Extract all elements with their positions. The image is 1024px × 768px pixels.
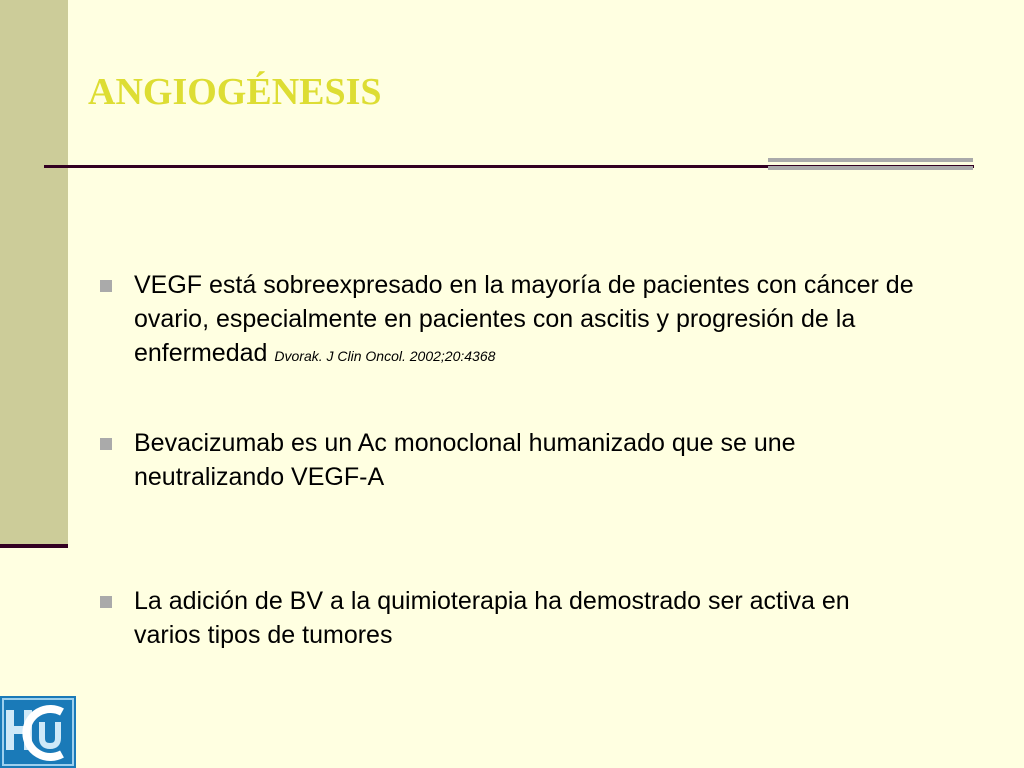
bullet-text: VEGF está sobreexpresado en la mayoría de pacientes con cáncer de ovario, especialmente en pacientes con ascitis y progresión de la enfermedad [134,271,914,367]
bullet-item [100,426,920,494]
slide-title: ANGIOGÉNESIS [88,71,382,113]
bullet-square-icon [100,596,112,608]
left-decor-bar [0,0,68,546]
bullet-item [100,584,920,652]
left-decor-rule [0,544,68,548]
bullet-item [100,268,920,373]
bullet-citation: Dvorak. J Clin Oncol. 2002;20:4368 [274,348,496,364]
bullet-square-icon [100,280,112,292]
hcu-logo [0,696,76,768]
bullet-square-icon [100,438,112,450]
bullet-text: Bevacizumab es un Ac monoclonal humanizado que se une neutralizando VEGF-A [134,429,796,491]
bullet-text: La adición de BV a la quimioterapia ha demostrado ser activa en varios tipos de tumores [134,587,850,649]
title-accent-stripes [768,158,973,178]
hcu-logo-icon [0,696,76,768]
